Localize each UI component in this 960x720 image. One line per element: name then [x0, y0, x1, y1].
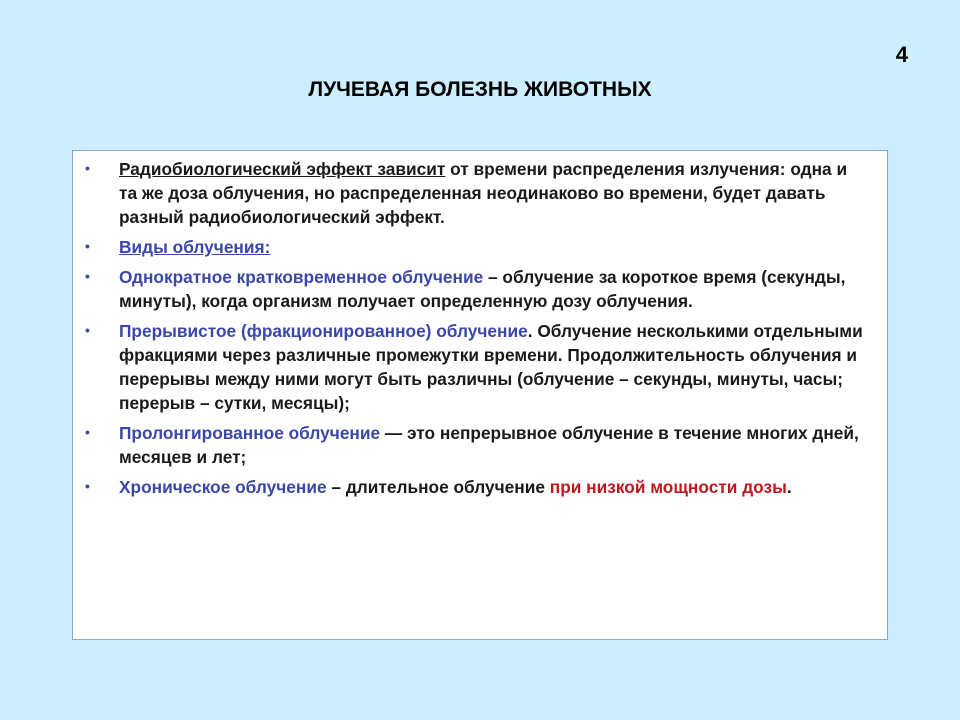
bullet-head: Радиобиологический эффект зависит: [119, 159, 446, 179]
bullet-head: Пролонгированное облучение: [119, 423, 381, 443]
bullet-text: — это непрерывное облучение в течение многих дней, месяцев и лет;: [119, 423, 859, 467]
bullet-head: Однократное кратковременное облучение: [119, 267, 484, 287]
bullet-dot-icon: •: [85, 478, 90, 494]
bullet-head: Виды облучения:: [119, 237, 271, 257]
bullet-item-fractionated-exposure: [85, 319, 867, 415]
page-number: 4: [895, 42, 908, 67]
bullet-dot-icon: •: [85, 322, 90, 338]
bullet-head: Прерывистое (фракционированное) облучение: [119, 321, 528, 341]
bullet-text: – облучение за короткое время (секунды, минуты), когда организм получает определенную дозу облучения.: [119, 267, 846, 311]
bullet-item-single-exposure: [85, 265, 867, 313]
bullet-dot-icon: •: [85, 238, 90, 254]
bullet-text: . Облучение несколькими отдельными фракциями через различные промежутки времени. Продолжительность облучения и перерывы между ними могут быть различны (облучение – секунды, минуты, часы; перерыв – сутки, месяцы);: [119, 321, 863, 413]
bullet-list: [73, 151, 887, 499]
bullet-item-prolonged-exposure: [85, 421, 867, 469]
bullet-dot-icon: •: [85, 268, 90, 284]
bullet-item-radiobiological-effect: [85, 157, 867, 229]
slide-title: ЛУЧЕВАЯ БОЛЕЗНЬ ЖИВОТНЫХ: [308, 78, 652, 101]
bullet-tail: .: [786, 477, 792, 497]
bullet-text: от времени распределения излучения: одна и та же доза облучения, но распределенная неодинаково во времени, будет давать разный радиобиологический эффект.: [119, 159, 848, 227]
bullet-item-types: [85, 235, 867, 259]
bullet-dot-icon: •: [85, 160, 90, 176]
bullet-head: Хроническое облучение: [119, 477, 327, 497]
bullet-text: – длительное облучение: [326, 477, 550, 497]
bullet-item-chronic-exposure: [85, 475, 867, 499]
bullet-emphasis: при низкой мощности дозы: [549, 477, 787, 497]
content-box: [72, 150, 888, 640]
bullet-dot-icon: •: [85, 424, 90, 440]
